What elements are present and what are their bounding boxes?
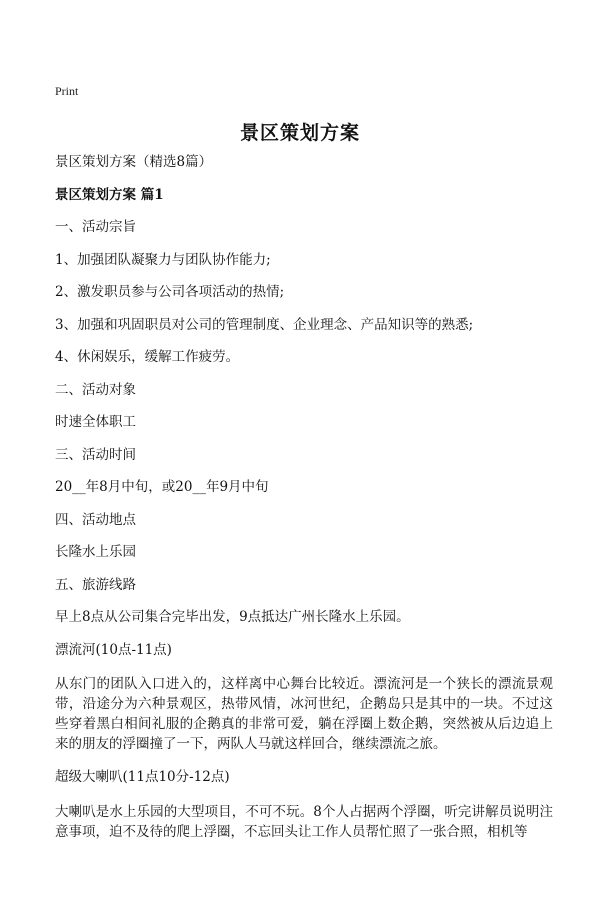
paragraph: 时速全体职工	[55, 414, 136, 430]
section-heading: 景区策划方案 篇1	[55, 186, 164, 203]
paragraph: 二、活动对象	[55, 381, 136, 398]
paragraph: 1、加强团队凝聚力与团队协作能力;	[55, 251, 271, 268]
document-body	[55, 154, 553, 857]
paragraph-long: 大喇叭是水上乐园的大型项目，不可不玩。8个人占据两个浮圈，听完讲解员说明注意事项，迫不及待的爬上浮圈，不忘回头让工作人员帮忙照了一张合照，相机等	[55, 803, 553, 840]
paragraph: 早上8点从公司集合完毕出发，9点抵达广州长隆水上乐园。	[55, 609, 410, 625]
paragraph-long: 从东门的团队入口进入的，这样离中心舞台比较近。漂流河是一个狭长的漂流景观带，沿途分为六种景观区，热带风情，冰河世纪，企鹅岛只是其中的一块。不过这些穿着黑白相间礼服的企鹅真的非常可爱，躺在浮圈上数企鹅，突然被从后边追上来的朋友的浮圈撞了一下，两队人马就这样回合，继续漂流之旅。	[55, 676, 553, 752]
paragraph: 一、活动宗旨	[55, 219, 136, 235]
paragraph: 五、旅游线路	[55, 576, 136, 593]
paragraph: 3、加强和巩固职员对公司的管理制度、企业理念、产品知识等的熟悉;	[55, 316, 474, 333]
paragraph: 四、活动地点	[55, 511, 136, 528]
paragraph: 三、活动时间	[55, 446, 136, 463]
document-title: 景区策划方案	[239, 122, 360, 144]
paragraph-subtitle: 景区策划方案（精选8篇）	[55, 154, 213, 170]
paragraph: 2、激发职员参与公司各项活动的热情;	[55, 284, 285, 300]
paragraph: 漂流河(10点-11点)	[55, 641, 172, 658]
paragraph: 4、休闲娱乐，缓解工作疲劳。	[55, 349, 240, 365]
paragraph-date: 20__年8月中旬，或20__年9月中旬	[55, 479, 269, 495]
paragraph: 长隆水上乐园	[55, 544, 136, 560]
paragraph: 超级大喇叭(11点10分-12点)	[55, 769, 230, 785]
print-label: Print	[55, 84, 79, 98]
